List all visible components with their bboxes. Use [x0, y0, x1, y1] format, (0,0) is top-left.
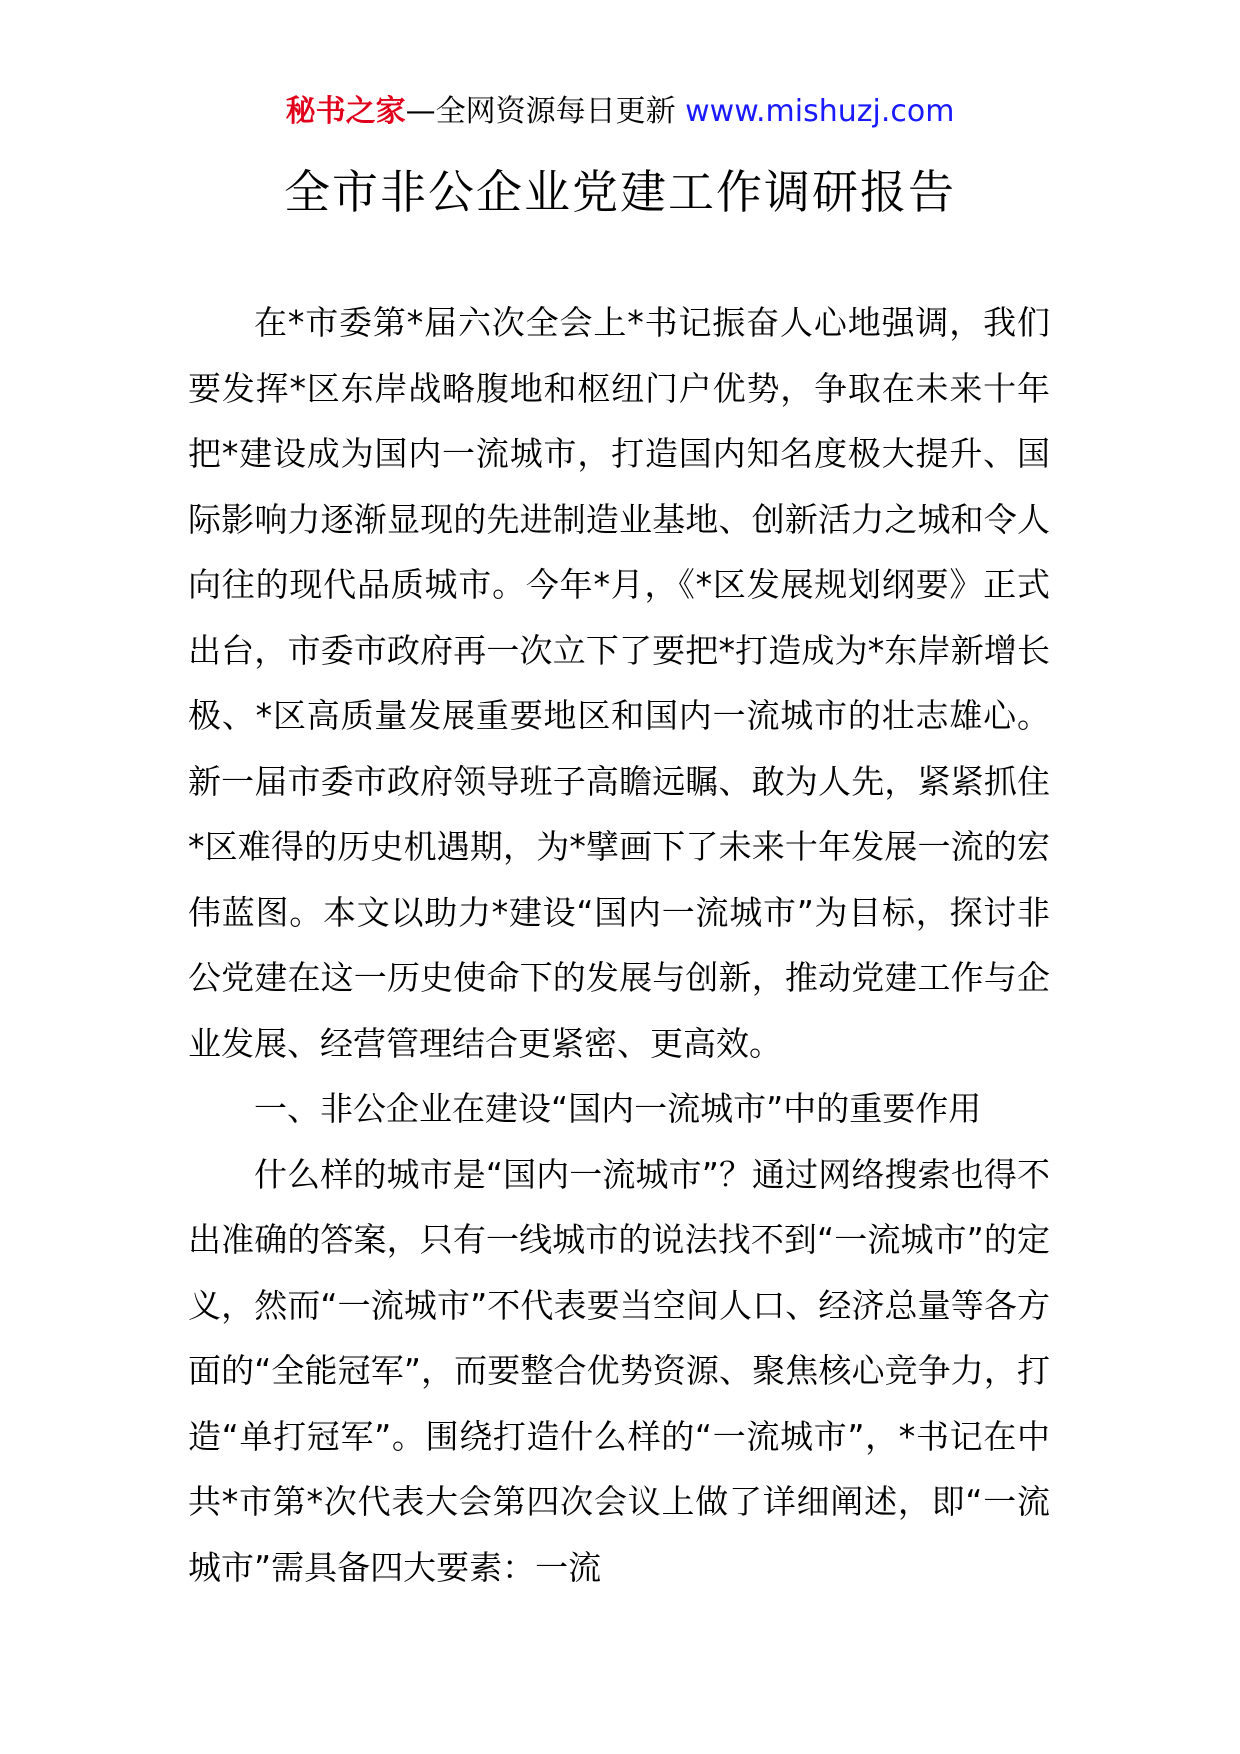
header-tagline: —全网资源每日更新: [405, 94, 676, 129]
section-heading: 一、非公企业在建设“国内一流城市”中的重要作用: [254, 1089, 982, 1128]
body-paragraph: 什么样的城市是“国内一流城市”？通过网络搜索也得不出准确的答案，只有一线城市的说法找不到“一流城市”的定义，然而“一流城市”不代表要当空间人口、经济总量等各方面的“全能冠军”，而要整合优势资源、聚焦核心竞争力，打造“单打冠军”。围绕打造什么样的“一流城市”，*书记在中共*市第*次代表大会第四次会议上做了详细阐述，即“一流城市”需具备四大要素：一流: [188, 1154, 1050, 1587]
watermark-header: [0, 92, 1240, 132]
intro-paragraph: 在*市委第*届六次全会上*书记振奋人心地强调，我们要发挥*区东岸战略腹地和枢纽门户优势，争取在未来十年把*建设成为国内一流城市，打造国内知名度极大提升、国际影响力逐渐显现的先进制造业基地、创新活力之城和令人向往的现代品质城市。今年*月，《*区发展规划纲要》正式出台，市委市政府再一次立下了要把*打造成为*东岸新增长极、*区高质量发展重要地区和国内一流城市的壮志雄心。新一届市委市政府领导班子高瞻远瞩、敢为人先，紧紧抓住*区难得的历史机遇期，为*擘画下了未来十年发展一流的宏伟蓝图。本文以助力*建设“国内一流城市”为目标，探讨非公党建在这一历史使命下的发展与创新，推动党建工作与企业发展、经营管理结合更紧密、更高效。: [188, 303, 1050, 1063]
document-title: 全市非公企业党建工作调研报告: [284, 165, 956, 219]
document-body: [188, 290, 1050, 1600]
website-url: www.mishuzj.com: [685, 94, 955, 129]
brand-name: 秘书之家: [285, 94, 406, 129]
